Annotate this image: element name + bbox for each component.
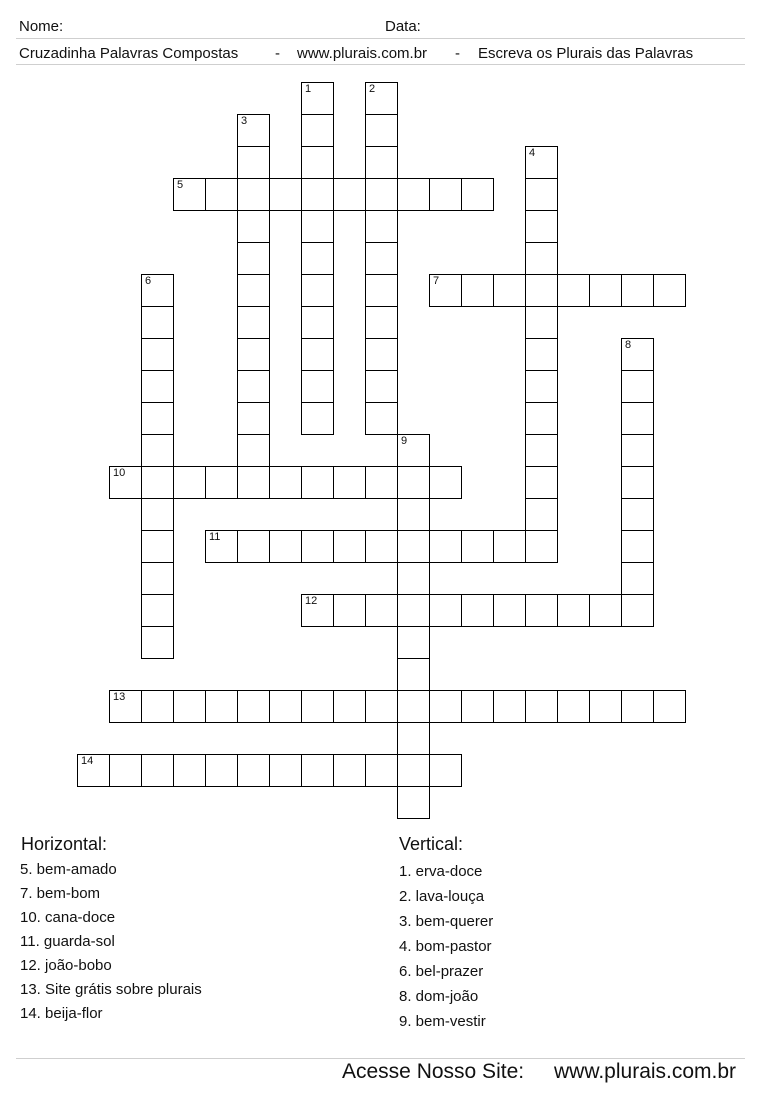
- crossword-cell[interactable]: [493, 690, 526, 723]
- crossword-cell[interactable]: [397, 530, 430, 563]
- horizontal-clue-list: [20, 858, 202, 1026]
- horizontal-clues-title: Horizontal:: [21, 834, 108, 854]
- horizontal-clue: 7. bem-bom: [20, 885, 101, 902]
- clue-number: 9: [401, 435, 408, 447]
- crossword-cell[interactable]: [397, 754, 430, 787]
- crossword-cell[interactable]: [525, 210, 558, 243]
- crossword-cell[interactable]: [525, 274, 558, 307]
- crossword-cell[interactable]: [365, 274, 398, 307]
- crossword-cell[interactable]: [301, 210, 334, 243]
- crossword-cell[interactable]: [141, 530, 174, 563]
- crossword-cell[interactable]: [525, 370, 558, 403]
- crossword-cell[interactable]: [429, 754, 462, 787]
- crossword-cell[interactable]: [653, 274, 686, 307]
- vertical-clues-title: Vertical:: [399, 834, 464, 854]
- crossword-cell[interactable]: [397, 498, 430, 531]
- crossword-cell[interactable]: [365, 146, 398, 179]
- crossword-cell[interactable]: [301, 402, 334, 435]
- crossword-cell[interactable]: [525, 402, 558, 435]
- crossword-cell[interactable]: [237, 146, 270, 179]
- clue-number: 4: [529, 147, 536, 159]
- crossword-cell[interactable]: [365, 210, 398, 243]
- title-separator-1: -: [275, 45, 280, 62]
- crossword-cell[interactable]: [461, 594, 494, 627]
- clue-number: 13: [113, 691, 126, 703]
- crossword-cell[interactable]: [269, 754, 302, 787]
- crossword-cell[interactable]: [301, 466, 334, 499]
- crossword-cell[interactable]: [525, 466, 558, 499]
- crossword-cell[interactable]: [77, 754, 110, 787]
- crossword-cell[interactable]: [141, 690, 174, 723]
- crossword-cell[interactable]: [237, 434, 270, 467]
- crossword-cell[interactable]: [429, 530, 462, 563]
- crossword-cell[interactable]: [461, 690, 494, 723]
- crossword-cell[interactable]: [237, 210, 270, 243]
- crossword-cell[interactable]: [333, 530, 366, 563]
- crossword-cell[interactable]: [205, 690, 238, 723]
- crossword-cell[interactable]: [525, 434, 558, 467]
- crossword-cell[interactable]: [237, 242, 270, 275]
- vertical-clue: 2. lava-louça: [399, 888, 485, 905]
- crossword-cell[interactable]: [621, 498, 654, 531]
- crossword-cell[interactable]: [365, 402, 398, 435]
- crossword-cell[interactable]: [429, 594, 462, 627]
- crossword-cell[interactable]: [365, 530, 398, 563]
- header-site-link[interactable]: www.plurais.com.br: [297, 45, 428, 62]
- crossword-cell[interactable]: [237, 530, 270, 563]
- crossword-cell[interactable]: [141, 370, 174, 403]
- crossword-cell[interactable]: [301, 754, 334, 787]
- crossword-cell[interactable]: [557, 594, 590, 627]
- crossword-cell[interactable]: [301, 146, 334, 179]
- crossword-cell[interactable]: [301, 114, 334, 147]
- crossword-cell[interactable]: [621, 562, 654, 595]
- footer-site-link[interactable]: www.plurais.com.br: [554, 1060, 737, 1083]
- crossword-cell[interactable]: [141, 274, 174, 307]
- crossword-cell[interactable]: [237, 402, 270, 435]
- crossword-cell[interactable]: [269, 690, 302, 723]
- crossword-cell[interactable]: [493, 594, 526, 627]
- crossword-cell[interactable]: [333, 690, 366, 723]
- crossword-cell[interactable]: [141, 626, 174, 659]
- crossword-cell[interactable]: [397, 722, 430, 755]
- crossword-cell[interactable]: [653, 690, 686, 723]
- crossword-cell[interactable]: [397, 434, 430, 467]
- crossword-cell[interactable]: [621, 594, 654, 627]
- crossword-cell[interactable]: [525, 178, 558, 211]
- crossword-cell[interactable]: [365, 178, 398, 211]
- crossword-cell[interactable]: [397, 466, 430, 499]
- crossword-cell[interactable]: [365, 338, 398, 371]
- crossword-cell[interactable]: [365, 690, 398, 723]
- crossword-cell[interactable]: [109, 690, 142, 723]
- crossword-cell[interactable]: [589, 274, 622, 307]
- vertical-clue-list: [399, 859, 493, 1034]
- crossword-cell[interactable]: [141, 338, 174, 371]
- crossword-cell[interactable]: [301, 178, 334, 211]
- crossword-cell[interactable]: [173, 690, 206, 723]
- crossword-cell[interactable]: [205, 754, 238, 787]
- crossword-cell[interactable]: [141, 562, 174, 595]
- clue-number: 3: [241, 115, 248, 127]
- crossword-cell[interactable]: [301, 306, 334, 339]
- crossword-cell[interactable]: [301, 690, 334, 723]
- crossword-cell[interactable]: [557, 690, 590, 723]
- crossword-cell[interactable]: [237, 306, 270, 339]
- crossword-cell[interactable]: [397, 786, 430, 819]
- crossword-cell[interactable]: [141, 434, 174, 467]
- crossword-cell[interactable]: [365, 754, 398, 787]
- crossword-cell[interactable]: [141, 594, 174, 627]
- crossword-cell[interactable]: [397, 626, 430, 659]
- crossword-cell[interactable]: [333, 466, 366, 499]
- crossword-cell[interactable]: [237, 370, 270, 403]
- crossword-cell[interactable]: [205, 530, 238, 563]
- crossword-cell[interactable]: [429, 178, 462, 211]
- clue-number: 6: [145, 275, 152, 287]
- crossword-cell[interactable]: [429, 274, 462, 307]
- crossword-cell[interactable]: [621, 434, 654, 467]
- crossword-cell[interactable]: [237, 754, 270, 787]
- crossword-cell[interactable]: [557, 274, 590, 307]
- crossword-cell[interactable]: [237, 690, 270, 723]
- crossword-cell[interactable]: [525, 690, 558, 723]
- crossword-cell[interactable]: [173, 178, 206, 211]
- crossword-cell[interactable]: [141, 754, 174, 787]
- clue-number: 2: [369, 83, 376, 95]
- crossword-cell[interactable]: [525, 498, 558, 531]
- crossword-cell[interactable]: [301, 370, 334, 403]
- crossword-cell[interactable]: [269, 178, 302, 211]
- crossword-cell[interactable]: [461, 530, 494, 563]
- crossword-cell[interactable]: [525, 338, 558, 371]
- crossword-cell[interactable]: [237, 178, 270, 211]
- footer-label: Acesse Nosso Site:: [342, 1060, 525, 1083]
- crossword-cell[interactable]: [333, 594, 366, 627]
- clue-number: 5: [177, 179, 184, 191]
- crossword-cell[interactable]: [205, 178, 238, 211]
- crossword-cell[interactable]: [365, 242, 398, 275]
- crossword-cell[interactable]: [429, 690, 462, 723]
- crossword-cell[interactable]: [621, 402, 654, 435]
- crossword-cell[interactable]: [141, 306, 174, 339]
- crossword-cell[interactable]: [621, 530, 654, 563]
- footer-divider: [16, 1058, 745, 1059]
- crossword-cell[interactable]: [525, 594, 558, 627]
- crossword-cell[interactable]: [301, 242, 334, 275]
- crossword-cell[interactable]: [397, 658, 430, 691]
- crossword-cell[interactable]: [109, 466, 142, 499]
- crossword-cell[interactable]: [525, 242, 558, 275]
- clue-number: 7: [433, 275, 440, 287]
- crossword-cell[interactable]: [237, 114, 270, 147]
- worksheet-instruction: Escreva os Plurais das Palavras: [478, 45, 694, 62]
- crossword-cell[interactable]: [621, 274, 654, 307]
- horizontal-clue: 12. joão-bobo: [20, 957, 112, 974]
- crossword-cell[interactable]: [397, 178, 430, 211]
- crossword-cell[interactable]: [365, 306, 398, 339]
- vertical-clue: 8. dom-joão: [399, 988, 479, 1005]
- crossword-cell[interactable]: [525, 306, 558, 339]
- crossword-cell[interactable]: [461, 274, 494, 307]
- horizontal-clue: 11. guarda-sol: [20, 933, 115, 950]
- crossword-cell[interactable]: [141, 466, 174, 499]
- date-label: Data:: [385, 18, 421, 35]
- crossword-cell[interactable]: [301, 338, 334, 371]
- crossword-cell[interactable]: [493, 274, 526, 307]
- crossword-cell[interactable]: [525, 146, 558, 179]
- horizontal-clue: 14. beija-flor: [20, 1005, 103, 1022]
- crossword-cell[interactable]: [461, 178, 494, 211]
- vertical-clue: 3. bem-querer: [399, 913, 494, 930]
- crossword-cell[interactable]: [205, 466, 238, 499]
- crossword-cell[interactable]: [333, 178, 366, 211]
- crossword-cell[interactable]: [269, 530, 302, 563]
- worksheet-title: Cruzadinha Palavras Compostas: [19, 45, 239, 62]
- crossword-cell[interactable]: [333, 754, 366, 787]
- crossword-cell[interactable]: [397, 562, 430, 595]
- horizontal-clue: 13. Site grátis sobre plurais: [20, 981, 202, 998]
- crossword-cell[interactable]: [365, 82, 398, 115]
- crossword-cell[interactable]: [301, 594, 334, 627]
- crossword-cell[interactable]: [621, 466, 654, 499]
- crossword-cell[interactable]: [365, 370, 398, 403]
- crossword-cell[interactable]: [269, 466, 302, 499]
- vertical-clue: 6. bel-prazer: [399, 963, 484, 980]
- title-separator-2: -: [455, 45, 460, 62]
- crossword-cell[interactable]: [173, 754, 206, 787]
- crossword-cell[interactable]: [589, 690, 622, 723]
- crossword-cell[interactable]: [365, 466, 398, 499]
- vertical-clue: 4. bom-pastor: [399, 938, 492, 955]
- crossword-cell[interactable]: [525, 530, 558, 563]
- horizontal-clue: 5. bem-amado: [20, 861, 117, 878]
- crossword-cell[interactable]: [141, 498, 174, 531]
- crossword-cell[interactable]: [493, 530, 526, 563]
- clue-number: 14: [81, 755, 94, 767]
- name-label: Nome:: [19, 18, 64, 35]
- crossword-cell[interactable]: [621, 370, 654, 403]
- crossword-cell[interactable]: [397, 594, 430, 627]
- crossword-cell[interactable]: [621, 690, 654, 723]
- vertical-clue: 1. erva-doce: [399, 863, 483, 880]
- crossword-cell[interactable]: [173, 466, 206, 499]
- crossword-cell[interactable]: [397, 690, 430, 723]
- crossword-cell[interactable]: [237, 274, 270, 307]
- crossword-cell[interactable]: [301, 530, 334, 563]
- vertical-clue: 9. bem-vestir: [399, 1013, 486, 1030]
- clue-number: 12: [305, 595, 318, 607]
- crossword-cell[interactable]: [621, 338, 654, 371]
- horizontal-clue: 10. cana-doce: [20, 909, 116, 926]
- crossword-cell[interactable]: [237, 338, 270, 371]
- clue-number: 8: [625, 339, 632, 351]
- crossword-cell[interactable]: [301, 274, 334, 307]
- crossword-cell[interactable]: [365, 594, 398, 627]
- clue-number: 11: [209, 531, 221, 543]
- crossword-cell[interactable]: [429, 466, 462, 499]
- crossword-cell[interactable]: [109, 754, 142, 787]
- clue-number: 1: [305, 83, 312, 95]
- crossword-cell[interactable]: [301, 82, 334, 115]
- crossword-cell[interactable]: [141, 402, 174, 435]
- crossword-cell[interactable]: [365, 114, 398, 147]
- crossword-cell[interactable]: [589, 594, 622, 627]
- clue-number: 10: [113, 467, 126, 479]
- crossword-cell[interactable]: [237, 466, 270, 499]
